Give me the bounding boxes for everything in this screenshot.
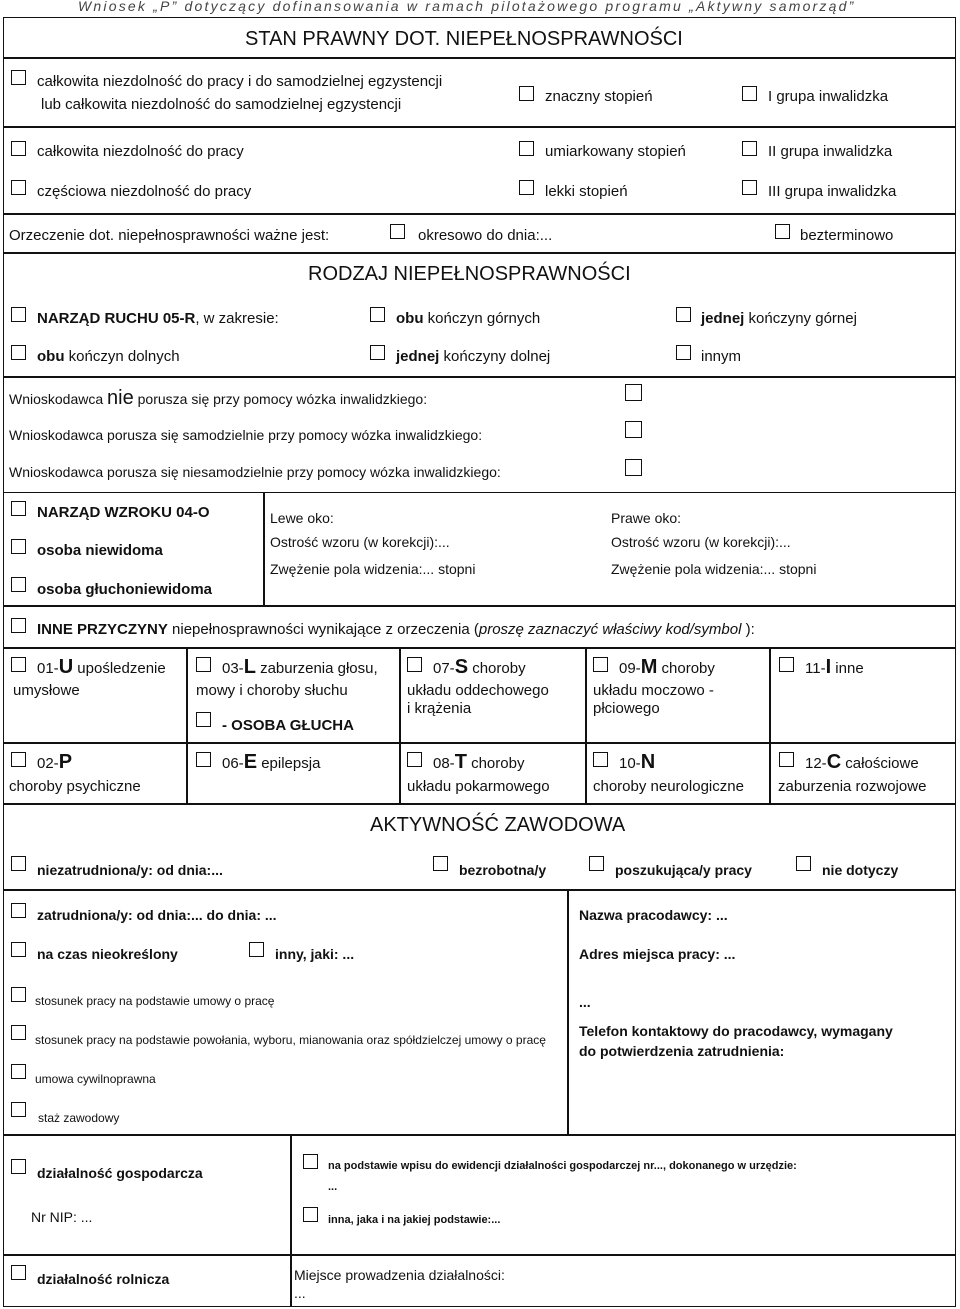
- zatrudniona-checkbox[interactable]: [11, 903, 26, 918]
- wozek-nie-checkbox[interactable]: [625, 384, 642, 401]
- grupa-1-label: I grupa inwalidzka: [768, 88, 889, 105]
- code-09-label-2: układu moczowo -: [593, 682, 714, 699]
- wzrok-checkbox[interactable]: [11, 501, 26, 516]
- code-07-label-2: układu oddechowego: [407, 682, 549, 699]
- code-09-checkbox[interactable]: [593, 657, 608, 672]
- niewidoma-label: osoba niewidoma: [37, 542, 163, 559]
- code-10-label-2: choroby neurologiczne: [593, 778, 744, 795]
- staz-label: staż zawodowy: [38, 1111, 120, 1125]
- wzrok-label: NARZĄD WZROKU 04-O: [37, 504, 210, 521]
- stan-prawny-section: [3, 17, 956, 253]
- stosunek-powolanie-checkbox[interactable]: [11, 1025, 26, 1040]
- adres-cont-field[interactable]: ...: [579, 994, 591, 1010]
- inny-checkbox[interactable]: [249, 942, 264, 957]
- bezrobotna-label: bezrobotna/y: [459, 862, 547, 878]
- grupa-1-checkbox[interactable]: [742, 86, 757, 101]
- stosunek-powolanie-label: stosunek pracy na podstawie powołania, wyboru, mianowania oraz spółdzielczej umowy o pracę: [35, 1033, 546, 1047]
- okresowo-checkbox[interactable]: [390, 224, 405, 239]
- total-incapacity-label: całkowita niezdolność do pracy i do samodzielnej egzystencji: [37, 73, 443, 90]
- wozek-niesamodzielnie-checkbox[interactable]: [625, 459, 642, 476]
- rolnicza-checkbox[interactable]: [11, 1265, 26, 1280]
- gluchoniewidoma-label: osoba głuchoniewidoma: [37, 581, 213, 598]
- grupa-2-label: II grupa inwalidzka: [768, 143, 893, 160]
- wpis-field[interactable]: na podstawie wpisu do ewidencji działalności gospodarczej nr..., dokonanego w urzędzie:: [328, 1160, 797, 1172]
- nip-field[interactable]: Nr NIP: ...: [31, 1209, 93, 1225]
- cywilnoprawna-label: umowa cywilnoprawna: [35, 1072, 156, 1086]
- calkowita-label: całkowita niezdolność do pracy: [37, 143, 244, 160]
- wozek-samodzielnie-checkbox[interactable]: [625, 421, 642, 438]
- code-03-label: 03-L zaburzenia głosu,: [222, 656, 378, 678]
- code-12-label: 12-C całościowe: [805, 751, 919, 773]
- gluchoniewidoma-checkbox[interactable]: [11, 577, 26, 592]
- rodzaj-section: [3, 253, 956, 493]
- code-09-label-3: płciowego: [593, 700, 660, 717]
- niewidoma-checkbox[interactable]: [11, 539, 26, 554]
- grupa-2-checkbox[interactable]: [742, 141, 757, 156]
- wozek-samodzielnie-label: Wnioskodawca porusza się samodzielnie przy pomocy wózka inwalidzkiego:: [9, 427, 483, 443]
- umiarkowany-checkbox[interactable]: [519, 141, 534, 156]
- inne-checkbox[interactable]: [11, 618, 26, 633]
- innym-label: innym: [701, 348, 742, 365]
- divider: [186, 648, 188, 804]
- code-01-label: 01-U upośledzenie: [37, 656, 166, 678]
- nie-dotyczy-label: nie dotyczy: [822, 862, 899, 878]
- zatrudnienie-section: [3, 890, 956, 1135]
- orzeczenie-label: Orzeczenie dot. niepełnosprawności ważne jest:: [9, 227, 330, 244]
- inna-checkbox[interactable]: [303, 1207, 318, 1222]
- znaczny-checkbox[interactable]: [519, 86, 534, 101]
- obu-gornych-checkbox[interactable]: [370, 307, 385, 322]
- narzad-ruchu-checkbox[interactable]: [11, 307, 26, 322]
- bezrobotna-checkbox[interactable]: [433, 856, 448, 871]
- prawe-oko-label: Prawe oko:: [611, 510, 682, 526]
- telefon-label-2: do potwierdzenia zatrudnienia:: [579, 1043, 785, 1059]
- divider: [3, 213, 956, 215]
- nazwa-pracodawcy-field[interactable]: Nazwa pracodawcy: ...: [579, 907, 728, 923]
- nieokreslony-checkbox[interactable]: [11, 942, 26, 957]
- code-07-label: 07-S choroby: [433, 656, 526, 678]
- obu-dolnych-checkbox[interactable]: [11, 345, 26, 360]
- divider: [3, 376, 956, 378]
- divider: [3, 126, 956, 128]
- bezterminowo-checkbox[interactable]: [775, 224, 790, 239]
- inny-field[interactable]: inny, jaki: ...: [275, 946, 355, 962]
- miejsce-label: Miejsce prowadzenia działalności:: [294, 1267, 505, 1283]
- lewe-zwezenie-field[interactable]: Zwężenie pola widzenia:... stopni: [270, 561, 476, 577]
- page-header: Wniosek „P” dotyczący dofinansowania w ramach pilotażowego programu „Aktywny samorząd”: [78, 0, 856, 14]
- wozek-nie-label: Wnioskodawca nie porusza się przy pomocy wózka inwalidzkiego:: [9, 387, 428, 409]
- code-10-label: 10-N: [619, 751, 656, 773]
- divider: [263, 492, 265, 606]
- code-06-label: 06-E epilepsja: [222, 751, 321, 773]
- jednej-gornej-checkbox[interactable]: [676, 307, 691, 322]
- code-10-checkbox[interactable]: [593, 752, 608, 767]
- czesciowa-checkbox[interactable]: [11, 180, 26, 195]
- lewe-ostrosc-field[interactable]: Ostrość wzoru (w korekcji):...: [270, 534, 450, 550]
- prawe-zwezenie-field[interactable]: Zwężenie pola widzenia:... stopni: [611, 561, 817, 577]
- code-06-checkbox[interactable]: [196, 752, 211, 767]
- osoba-glucha-label: - OSOBA GŁUCHA: [222, 717, 354, 734]
- total-incapacity-checkbox[interactable]: [11, 70, 26, 85]
- nie-dotyczy-checkbox[interactable]: [796, 856, 811, 871]
- prawe-ostrosc-field[interactable]: Ostrość wzoru (w korekcji):...: [611, 534, 791, 550]
- code-11-label: 11-I inne: [805, 656, 864, 678]
- divider: [3, 57, 956, 59]
- divider: [585, 648, 587, 804]
- code-11-checkbox[interactable]: [779, 657, 794, 672]
- code-08-checkbox[interactable]: [407, 752, 422, 767]
- rodzaj-title: RODZAJ NIEPEŁNOSPRAWNOŚCI: [308, 263, 631, 285]
- code-12-checkbox[interactable]: [779, 752, 794, 767]
- wpis-field-2[interactable]: ...: [328, 1181, 338, 1193]
- obu-dolnych-label: obu kończyn dolnych: [37, 348, 180, 365]
- code-07-checkbox[interactable]: [407, 657, 422, 672]
- poszukujaca-label: poszukująca/y pracy: [615, 862, 752, 878]
- jednej-dolnej-label: jednej kończyny dolnej: [396, 348, 551, 365]
- osoba-glucha-checkbox[interactable]: [196, 712, 211, 727]
- grupa-3-label: III grupa inwalidzka: [768, 183, 897, 200]
- code-02-label-2: choroby psychiczne: [9, 778, 141, 795]
- stosunek-umowa-label: stosunek pracy na podstawie umowy o pracę: [35, 994, 275, 1008]
- stosunek-umowa-checkbox[interactable]: [11, 987, 26, 1002]
- code-01-label-2: umysłowe: [13, 682, 80, 699]
- obu-gornych-label: obu kończyn górnych: [396, 310, 541, 327]
- stan-prawny-title: STAN PRAWNY DOT. NIEPEŁNOSPRAWNOŚCI: [245, 28, 683, 50]
- zatrudniona-field[interactable]: zatrudniona/y: od dnia:... do dnia: ...: [37, 907, 277, 923]
- code-09-label: 09-M choroby: [619, 656, 715, 678]
- rolnicza-label: działalność rolnicza: [37, 1271, 170, 1287]
- gospodarcza-label: działalność gospodarcza: [37, 1165, 203, 1181]
- umiarkowany-label: umiarkowany stopień: [545, 143, 686, 160]
- aktywnosc-title: AKTYWNOŚĆ ZAWODOWA: [370, 814, 626, 836]
- niezatrudniona-checkbox[interactable]: [11, 856, 26, 871]
- lewe-oko-label: Lewe oko:: [270, 510, 334, 526]
- narzad-ruchu-label: NARZĄD RUCHU 05-R, w zakresie:: [37, 310, 279, 327]
- lekki-checkbox[interactable]: [519, 180, 534, 195]
- divider: [769, 648, 771, 804]
- lekki-label: lekki stopień: [545, 183, 628, 200]
- divider: [3, 742, 956, 744]
- code-12-label-2: zaburzenia rozwojowe: [778, 778, 927, 795]
- telefon-label: Telefon kontaktowy do pracodawcy, wymagany: [579, 1023, 893, 1039]
- total-incapacity-label-2: lub całkowita niezdolność do samodzielnej egzystencji: [41, 96, 402, 113]
- grupa-3-checkbox[interactable]: [742, 180, 757, 195]
- innym-checkbox[interactable]: [676, 345, 691, 360]
- inne-title: INNE PRZYCZYNY niepełnosprawności wynikające z orzeczenia (proszę zaznaczyć właściwy kod/symbol ):: [37, 621, 755, 638]
- niezatrudniona-field[interactable]: niezatrudniona/y: od dnia:...: [37, 862, 223, 878]
- poszukujaca-checkbox[interactable]: [589, 856, 604, 871]
- code-02-checkbox[interactable]: [11, 752, 26, 767]
- cywilnoprawna-checkbox[interactable]: [11, 1064, 26, 1079]
- bezterminowo-label: bezterminowo: [800, 227, 894, 244]
- code-08-label: 08-T choroby: [433, 751, 525, 773]
- wpis-checkbox[interactable]: [303, 1154, 318, 1169]
- divider: [567, 890, 569, 1135]
- okresowo-field[interactable]: okresowo do dnia:...: [418, 227, 553, 244]
- code-01-checkbox[interactable]: [11, 657, 26, 672]
- code-03-checkbox[interactable]: [196, 657, 211, 672]
- nieokreslony-label: na czas nieokreślony: [37, 946, 178, 962]
- miejsce-field[interactable]: ...: [294, 1285, 306, 1301]
- gospodarcza-checkbox[interactable]: [11, 1159, 26, 1174]
- inna-field[interactable]: inna, jaka i na jakiej podstawie:...: [328, 1214, 501, 1226]
- divider: [399, 648, 401, 804]
- wozek-niesamodzielnie-label: Wnioskodawca porusza się niesamodzielnie przy pomocy wózka inwalidzkiego:: [9, 464, 501, 480]
- czesciowa-label: częściowa niezdolność do pracy: [37, 183, 252, 200]
- dzialalnosc-section: [3, 1135, 956, 1255]
- jednej-dolnej-checkbox[interactable]: [370, 345, 385, 360]
- staz-checkbox[interactable]: [11, 1102, 26, 1117]
- code-08-label-2: układu pokarmowego: [407, 778, 550, 795]
- jednej-gornej-label: jednej kończyny górnej: [701, 310, 857, 327]
- adres-field[interactable]: Adres miejsca pracy: ...: [579, 946, 736, 962]
- code-07-label-3: i krążenia: [407, 700, 472, 717]
- calkowita-checkbox[interactable]: [11, 141, 26, 156]
- code-03-label-2: mowy i choroby słuchu: [196, 682, 348, 699]
- znaczny-label: znaczny stopień: [545, 88, 653, 105]
- code-02-label: 02-P: [37, 751, 73, 773]
